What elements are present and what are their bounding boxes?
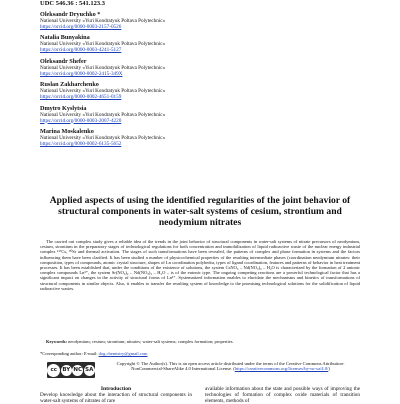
udc-code: UDC 546.36 : 541.123.3 xyxy=(40,0,105,7)
author-name: Oleksandr Shefer xyxy=(40,57,87,65)
intro-right-text: available information about the state and possible ways of improving the technologies of formation of complex oxide materials of transition elements, methods of xyxy=(205,386,360,404)
cc-nc-icon: NC xyxy=(72,365,83,376)
author-orcid-link[interactable]: https://orcid.org/0000-0003-2157-0526 xyxy=(40,24,122,30)
license-link[interactable]: https://creativecommons.org/licenses/by-nc-sa/4.0/ xyxy=(234,366,329,372)
author-block xyxy=(40,105,240,124)
author-list xyxy=(40,11,240,151)
corresponding-email-link[interactable]: dog.chemistry@gmail.com xyxy=(98,351,148,356)
author-orcid-link[interactable]: https://orcid.org/0000-0002-2415-349X xyxy=(40,70,123,77)
corresponding-author xyxy=(40,351,360,356)
cc-license-badge[interactable] xyxy=(47,362,95,378)
cc-sa-icon: SA xyxy=(84,365,95,376)
article-title: Applied aspects of using the identified regularities of the joint behavior of structural components in water-salt systems of cesium, strontium and neodymium nitrates xyxy=(49,195,351,228)
abstract-text: The carried out complex study gives a reliable idea of the trends in the joint behavior of structural components in water-salt systems of nitrate precursors of neodymium, cesium, strontium in the preparatory stages of technological regulations for both concentration and immobilization of liquid radioactive waste of the nuclear energy industrial complex ¹³⁷Cs, ⁹⁰Sr and thermal activation. The stages of such transformations have been revealed, the patterns of complex and phase formation in systems and the factors influencing them have been clarified. It has been studied a number of physicochemical properties of the resulting intermediate phases (coordination neodymium nitrates: their composition, types of compounds, atomic crystal structure, shapes of Ln coordination polyhedra, types of ligand coordination, features and patterns of behavior in heat treatment processes. It has been established that, under the conditions of the existence of solutions, the system CsNO₃ – Nd(NO₃)₃ – H₂O is characterized by the formation of 2 anionic complex compounds Ln³⁺, the system Sr(NO₃)₂ – Nd(NO₃)₃ – H₂O – is of the eutonic type. The ongoing competing reactions are a powerful technological factor that has a significant impact on changes in the activity of structural forms of Ln³⁺. Systematized information enables to elucidate the mechanisms and kinetics of transformations of structural components in similar objects. Also, it enables to transfer the resulting system of knowledge to the promising technological solutions for the solidification of liquid radioactive wastes. xyxy=(40,239,360,291)
cc-by-icon: BY xyxy=(61,365,72,376)
cc-icon: cc xyxy=(47,364,60,377)
author-name: Marina Moskalenko xyxy=(40,127,94,135)
author-orcid-link[interactable]: https://orcid.org/0000-0002-4651-0159 xyxy=(40,94,122,101)
keywords-label: Keywords: xyxy=(46,339,67,344)
author-block xyxy=(40,128,240,147)
keywords xyxy=(46,339,360,344)
author-affiliation: National University «Yuri Kondratyuk Poltava Polytechnic» xyxy=(40,111,166,118)
license-statement: Copyright © The Author(s). This is an open access article distributed under the terms of the Creative Commons Attribution-NonCommercial-ShareAlike 4.0 International License. xyxy=(116,361,345,372)
author-orcid-link[interactable]: https://orcid.org/0000-0003-4241-5127 xyxy=(40,47,122,54)
author-affiliation: National University «Yuri Kondratyuk Poltava Polytechnic» xyxy=(40,41,166,48)
intro-right-column xyxy=(205,386,360,404)
abstract xyxy=(40,239,360,291)
author-name: Natalia Bunyakina xyxy=(40,34,90,42)
author-orcid-link[interactable]: https://orcid.org/0000-0002-6135-5652 xyxy=(40,140,122,147)
license-text: Copyright © The Author(s). This is an open access article distributed under the terms of the Creative Commons Attribution-NonCommercial-ShareAlike 4.0 International License. (https://creativecommons.org/licenses/by-nc-sa/4.0/) xyxy=(116,361,345,372)
author-block xyxy=(40,11,240,30)
author-block xyxy=(40,81,240,100)
license-block xyxy=(40,361,360,379)
intro-left-column xyxy=(40,386,192,404)
author-name: Dmytro Kyslytsia xyxy=(40,104,87,112)
author-block xyxy=(40,34,240,53)
author-affiliation: National University «Yuri Kondratyuk Poltava Polytechnic» xyxy=(40,64,166,71)
author-name: Oleksandr Dryuchko * xyxy=(40,11,101,18)
intro-heading: Introduction xyxy=(100,386,132,392)
author-name: Ruslan Zakharchenko xyxy=(40,81,99,89)
author-affiliation: National University «Yuri Kondratyuk Poltava Polytechnic» xyxy=(40,88,166,95)
author-affiliation: National University «Yuri Kondratyuk Poltava Polytechnic» xyxy=(40,18,166,24)
author-orcid-link[interactable]: https://orcid.org/0000-0003-2007-4220 xyxy=(40,117,122,124)
corresponding-label: *Corresponding author: E-mail: xyxy=(40,351,99,356)
author-block xyxy=(40,58,240,77)
author-affiliation: National University «Yuri Kondratyuk Poltava Polytechnic» xyxy=(40,134,166,141)
intro-left-text: Develop knowledge about the interaction of structural components in water-salt systems of nitrates of rare xyxy=(40,392,192,404)
keywords-text: neodymium; cesium; strontium; nitrates; water-salt systems; complex formation; properties. xyxy=(67,339,234,344)
